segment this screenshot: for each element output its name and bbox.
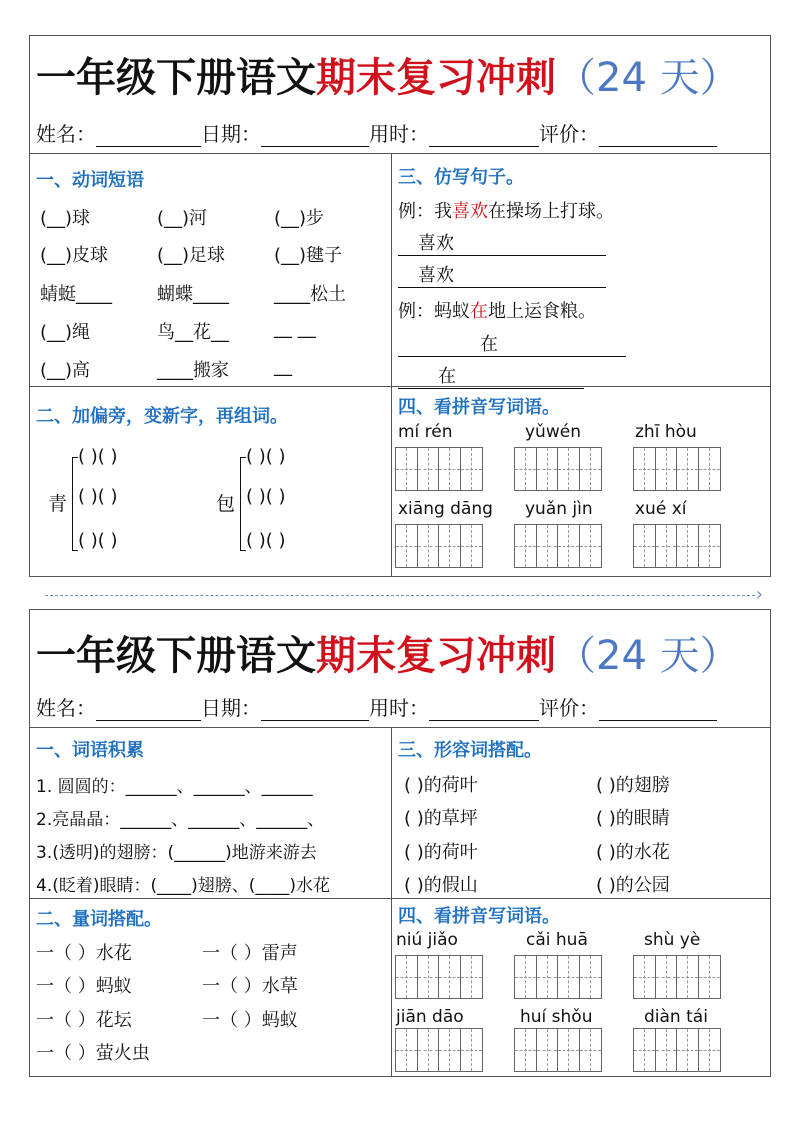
date-label: 日期： bbox=[201, 122, 261, 146]
eval-label: 评价： bbox=[539, 122, 599, 146]
adjective-item[interactable]: ( )的水花 bbox=[596, 842, 670, 863]
verb-item: __ bbox=[274, 356, 292, 377]
imitation-line[interactable]: 喜欢 bbox=[398, 261, 606, 288]
name-label: 姓名： bbox=[36, 122, 96, 146]
section-title: 二、量词搭配。 bbox=[36, 909, 162, 930]
measure-word-item[interactable]: 一（ ）萤火虫 bbox=[36, 1043, 150, 1064]
time-field[interactable] bbox=[429, 125, 539, 147]
example-sentence: 例：蚂蚁在地上运食粮。 bbox=[398, 301, 596, 322]
adjective-item[interactable]: ( )的假山 bbox=[404, 875, 478, 896]
adjective-item[interactable]: ( )的翅膀 bbox=[596, 775, 670, 796]
writing-grid[interactable] bbox=[514, 1028, 602, 1072]
measure-word-item[interactable]: 一（ ）蚂蚁 bbox=[36, 976, 132, 997]
measure-word-item[interactable]: 一（ ）蚂蚁 bbox=[202, 1010, 298, 1031]
time-label: 用时： bbox=[369, 122, 429, 146]
divider bbox=[30, 727, 770, 728]
pinyin-label: zhī hòu bbox=[635, 422, 697, 442]
verb-item: (__)绳 bbox=[40, 322, 91, 343]
page-separator-arrow bbox=[45, 595, 755, 596]
writing-grid[interactable] bbox=[633, 447, 721, 491]
worksheet-day24-a bbox=[29, 35, 771, 577]
writing-grid[interactable] bbox=[395, 447, 483, 491]
pinyin-label: xué xí bbox=[635, 499, 687, 519]
adjective-item[interactable]: ( )的眼睛 bbox=[596, 808, 670, 829]
verb-item: ____松土 bbox=[274, 284, 346, 305]
date-field[interactable] bbox=[261, 699, 369, 721]
section-title: 四、看拼音写词语。 bbox=[398, 906, 560, 927]
pinyin-label: xiāng dāng bbox=[398, 499, 493, 519]
writing-grid[interactable] bbox=[395, 1028, 483, 1072]
eval-field[interactable] bbox=[599, 699, 717, 721]
pinyin-label: cǎi huā bbox=[526, 930, 588, 950]
measure-word-item[interactable]: 一（ ）花坛 bbox=[36, 1010, 132, 1031]
verb-item: __ __ bbox=[274, 318, 316, 339]
measure-word-item[interactable]: 一（ ）雷声 bbox=[202, 943, 298, 964]
name-label: 姓名： bbox=[36, 696, 96, 720]
section-title: 三、形容词搭配。 bbox=[398, 740, 542, 761]
date-field[interactable] bbox=[261, 125, 369, 147]
verb-item: ____搬家 bbox=[157, 360, 229, 381]
adjective-item[interactable]: ( )的荷叶 bbox=[404, 842, 478, 863]
measure-word-item[interactable]: 一（ ）水草 bbox=[202, 976, 298, 997]
pinyin-label: jiān dāo bbox=[396, 1007, 464, 1027]
verb-item: (__)球 bbox=[40, 208, 91, 229]
divider bbox=[391, 153, 392, 577]
imitation-line[interactable]: 在 bbox=[398, 362, 584, 389]
pinyin-label: niú jiǎo bbox=[396, 930, 458, 950]
writing-grid[interactable] bbox=[633, 1028, 721, 1072]
imitation-line[interactable]: 喜欢 bbox=[398, 229, 606, 256]
name-field[interactable] bbox=[96, 699, 201, 721]
writing-grid[interactable] bbox=[633, 524, 721, 568]
writing-grid[interactable] bbox=[514, 524, 602, 568]
writing-grid[interactable] bbox=[514, 955, 602, 999]
eval-field[interactable] bbox=[599, 125, 717, 147]
divider bbox=[391, 727, 392, 1077]
writing-grid[interactable] bbox=[395, 524, 483, 568]
pinyin-label: huí shǒu bbox=[520, 1007, 593, 1027]
verb-item: 蜻蜓____ bbox=[40, 284, 112, 305]
page-title: 一年级下册语文期末复习冲刺（24 天） bbox=[36, 55, 740, 101]
adjective-item[interactable]: ( )的荷叶 bbox=[404, 775, 478, 796]
pinyin-label: yuǎn jìn bbox=[525, 499, 593, 519]
page-title: 一年级下册语文期末复习冲刺（24 天） bbox=[36, 633, 740, 679]
pinyin-label: shù yè bbox=[644, 930, 701, 950]
radical-blank[interactable]: ( )( ) bbox=[246, 486, 286, 507]
section-title: 三、仿写句子。 bbox=[398, 167, 524, 188]
name-field[interactable] bbox=[96, 125, 201, 147]
radical-blank[interactable]: ( )( ) bbox=[78, 446, 118, 467]
verb-item: (__)毽子 bbox=[274, 245, 343, 266]
radical-blank[interactable]: ( )( ) bbox=[78, 486, 118, 507]
radical-blank[interactable]: ( )( ) bbox=[78, 530, 118, 551]
worksheet-day24-b bbox=[29, 609, 771, 1077]
word-bank-line[interactable]: 1. 圆圆的：______、______、______ bbox=[36, 777, 313, 797]
verb-item: (__)皮球 bbox=[40, 245, 109, 266]
divider bbox=[30, 898, 770, 899]
radical-blank[interactable]: ( )( ) bbox=[246, 446, 286, 467]
time-label: 用时： bbox=[369, 696, 429, 720]
pinyin-label: mí rén bbox=[398, 422, 453, 442]
verb-item: 鸟__花__ bbox=[157, 322, 229, 343]
section-title: 二、加偏旁，变新字，再组词。 bbox=[36, 406, 288, 427]
example-sentence: 例：我喜欢在操场上打球。 bbox=[398, 201, 614, 222]
word-bank-line[interactable]: 4.(眨着)眼睛：(____)翅膀、(____)水花 bbox=[36, 876, 331, 896]
section-title: 一、动词短语 bbox=[36, 170, 144, 191]
adjective-item[interactable]: ( )的公园 bbox=[596, 875, 670, 896]
section-title: 四、看拼音写词语。 bbox=[398, 397, 560, 418]
writing-grid[interactable] bbox=[633, 955, 721, 999]
verb-item: (__)河 bbox=[157, 208, 208, 229]
writing-grid[interactable] bbox=[395, 955, 483, 999]
word-bank-line[interactable]: 3.(透明)的翅膀：(______)地游来游去 bbox=[36, 843, 317, 863]
divider bbox=[30, 153, 770, 154]
pinyin-label: diàn tái bbox=[644, 1007, 708, 1027]
verb-item: (__)高 bbox=[40, 360, 91, 381]
date-label: 日期： bbox=[201, 696, 261, 720]
student-info-row bbox=[36, 118, 766, 147]
word-bank-line[interactable]: 2.亮晶晶：______、______、______、 bbox=[36, 810, 325, 830]
pinyin-label: yǔwén bbox=[525, 422, 581, 442]
section-title: 一、词语积累 bbox=[36, 740, 144, 761]
base-char: 青 bbox=[48, 493, 68, 515]
eval-label: 评价： bbox=[539, 696, 599, 720]
student-info-row bbox=[36, 692, 766, 721]
writing-grid[interactable] bbox=[514, 447, 602, 491]
time-field[interactable] bbox=[429, 699, 539, 721]
base-char: 包 bbox=[216, 493, 236, 515]
measure-word-item[interactable]: 一（ ）水花 bbox=[36, 943, 132, 964]
verb-item: (__)足球 bbox=[157, 245, 226, 266]
verb-item: 蝴蝶____ bbox=[157, 284, 229, 305]
adjective-item[interactable]: ( )的草坪 bbox=[404, 808, 478, 829]
verb-item: (__)步 bbox=[274, 208, 325, 229]
imitation-line[interactable]: 在 bbox=[398, 330, 626, 357]
radical-blank[interactable]: ( )( ) bbox=[246, 530, 286, 551]
